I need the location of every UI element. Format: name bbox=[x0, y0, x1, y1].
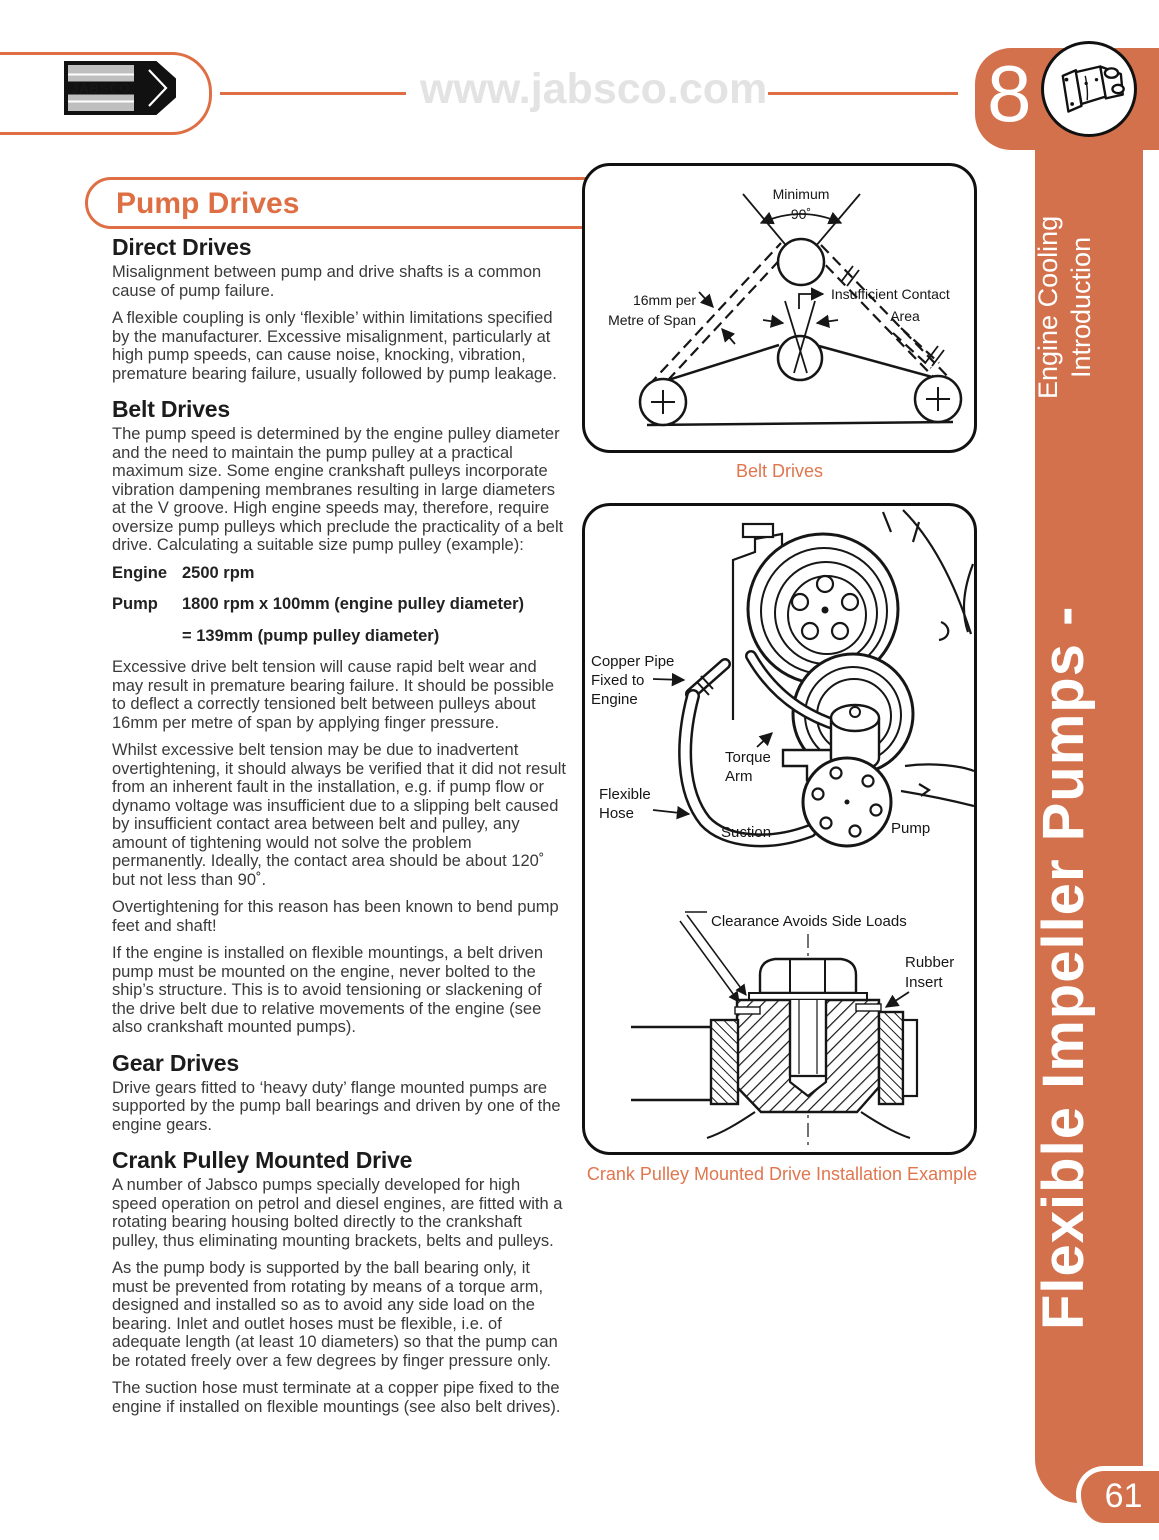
figure2-caption: Crank Pulley Mounted Drive Installation Example bbox=[586, 1164, 978, 1184]
fig2-label-clearance: Clearance Avoids Side Loads bbox=[711, 913, 907, 930]
heading-belt-drives: Belt Drives bbox=[112, 396, 230, 422]
fig2-label-torque2: Arm bbox=[725, 768, 753, 785]
example-row-engine bbox=[112, 564, 567, 583]
heading-gear-drives: Gear Drives bbox=[112, 1049, 239, 1076]
paragraph: Whilst excessive belt tension may be due to inadvertent overtightening, it should always be verified that it did not result from an inherent fault in the installation, e.g. if pump flow or dynamo voltage was insufficient due to a slipping belt caused by insufficient contact area between belt and pulley, any amount of tightening would not solve the problem permanently. Ideally, the contact area should be about 120˚ but not less than 90˚. bbox=[112, 741, 567, 889]
website-text: www.jabsco.com bbox=[420, 65, 768, 113]
fig2-label-rubber2: Insert bbox=[905, 974, 943, 991]
figure-belt-drives bbox=[582, 163, 977, 453]
header-rule-left bbox=[220, 92, 406, 95]
heading-direct-drives: Direct Drives bbox=[112, 234, 252, 260]
paragraph: A number of Jabsco pumps specially developed for high speed operation on petrol and diesel engines, are fitted with a rotating bearing housing bolted directly to the crankshaft pulley, thus eliminating mounting brackets, belts and pulleys. bbox=[112, 1176, 563, 1250]
section-banner-title: Pump Drives bbox=[116, 187, 300, 220]
pump-icon bbox=[1044, 44, 1134, 134]
fig1-label-contact2: Area bbox=[890, 308, 920, 324]
fig2-label-hose1: Flexible bbox=[599, 786, 651, 803]
fig2-label-copper2: Fixed to bbox=[591, 672, 645, 689]
fig1-label-deflect2: Metre of Span bbox=[608, 312, 696, 328]
example-value: = 139mm (pump pulley diameter) bbox=[182, 626, 440, 645]
page-number: 61 bbox=[1076, 1466, 1159, 1523]
fig1-label-minimum: Minimum bbox=[772, 186, 830, 202]
fig2-label-torque1: Torque bbox=[725, 749, 771, 766]
example-value: 1800 rpm x 100mm (engine pulley diameter) bbox=[182, 595, 525, 613]
paragraph: The suction hose must terminate at a copper pipe fixed to the engine if installed on flexible mountings (see also belt drives). bbox=[112, 1379, 561, 1416]
example-label: Engine bbox=[112, 563, 168, 582]
sidebar-subtitle-line1: Engine Cooling bbox=[1033, 215, 1063, 400]
fig2-label-copper1: Copper Pipe bbox=[591, 653, 675, 670]
paragraph: If the engine is installed on flexible mountings, a belt driven pump must be mounted on the engine, never bolted to the ship’s structure. This is to avoid tensioning or slackening of the drive belt due to relative movements of the engine (see also crankshaft mounted pumps). bbox=[112, 944, 544, 1036]
crank-drive-diagram bbox=[585, 506, 974, 1152]
fig2-label-suction: Suction bbox=[721, 824, 772, 841]
figure1-caption: Belt Drives bbox=[735, 461, 824, 481]
paragraph: The pump speed is determined by the engine pulley diameter and the need to maintain the pump pulley at a practical maximum size. Some engine crankshaft pulleys incorporate vibration dampening membranes resulting in large diameters at the V groove. High engine speeds may, therefore, require oversize pump pulleys which preclude the practicality of a belt drive. Calculating a suitable size pump pulley (example): bbox=[112, 425, 564, 554]
body-text-column bbox=[112, 234, 567, 1425]
paragraph: Drive gears fitted to ‘heavy duty’ flange mounted pumps are supported by the pump ball bearings and driven by one of the engine gears. bbox=[112, 1078, 561, 1134]
fig2-label-copper3: Engine bbox=[591, 691, 638, 708]
paragraph: A flexible coupling is only ‘flexible’ within limitations specified by the manufacturer. Excessive misalignment, particularly at high pump speeds, can cause noise, knocking, vibration, premature bearing failure, usually followed by pump leakage. bbox=[112, 309, 557, 383]
heading-crank-pulley: Crank Pulley Mounted Drive bbox=[112, 1147, 413, 1173]
logo-text: JABSCO. bbox=[71, 81, 135, 96]
fig1-label-angle: 90˚ bbox=[790, 206, 812, 222]
fig2-label-pump: Pump bbox=[891, 820, 931, 837]
sidebar-title: Flexible Impeller Pumps - bbox=[1031, 605, 1096, 1330]
chapter-number: 8 bbox=[987, 49, 1032, 138]
paragraph: Excessive drive belt tension will cause rapid belt wear and may result in premature bearing failure. It should be possible to deflect a correctly tensioned belt between pulleys about 16mm per metre of span by applying finger pressure. bbox=[112, 658, 555, 732]
paragraph: As the pump body is supported by the ball bearing only, it must be prevented from rotating by means of a torque arm, designed and installed so as to avoid any side load on the bearing. Inlet and outlet hoses must be flexible, i.e. of adequate length (at least 10 diameters) so that the pump can be rotated freely over a few degrees by finger pressure only. bbox=[112, 1259, 558, 1370]
paragraph: Misalignment between pump and drive shafts is a common cause of pump failure. bbox=[112, 263, 542, 300]
fig2-label-hose2: Hose bbox=[599, 805, 635, 822]
example-row-pump bbox=[112, 595, 567, 614]
fig1-label-contact1: Insufficient Contact bbox=[831, 286, 950, 302]
sidebar-subtitle bbox=[1032, 185, 1144, 430]
figure-crank-pulley-drive bbox=[582, 503, 977, 1155]
example-value: 2500 rpm bbox=[182, 563, 255, 582]
pump-photo-circle bbox=[1041, 41, 1137, 137]
example-label: Pump bbox=[112, 595, 158, 613]
paragraph: Overtightening for this reason has been known to bend pump feet and shaft! bbox=[112, 898, 559, 935]
example-row-result bbox=[112, 627, 567, 646]
sidebar-subtitle-line2: Introduction bbox=[1066, 236, 1096, 379]
example-label bbox=[112, 627, 182, 646]
belt-drives-diagram bbox=[585, 166, 974, 450]
fig1-label-deflect1: 16mm per bbox=[632, 292, 696, 308]
jabsco-logo bbox=[63, 60, 178, 116]
fig2-label-rubber1: Rubber bbox=[905, 954, 955, 971]
header-rule-right bbox=[768, 92, 958, 95]
